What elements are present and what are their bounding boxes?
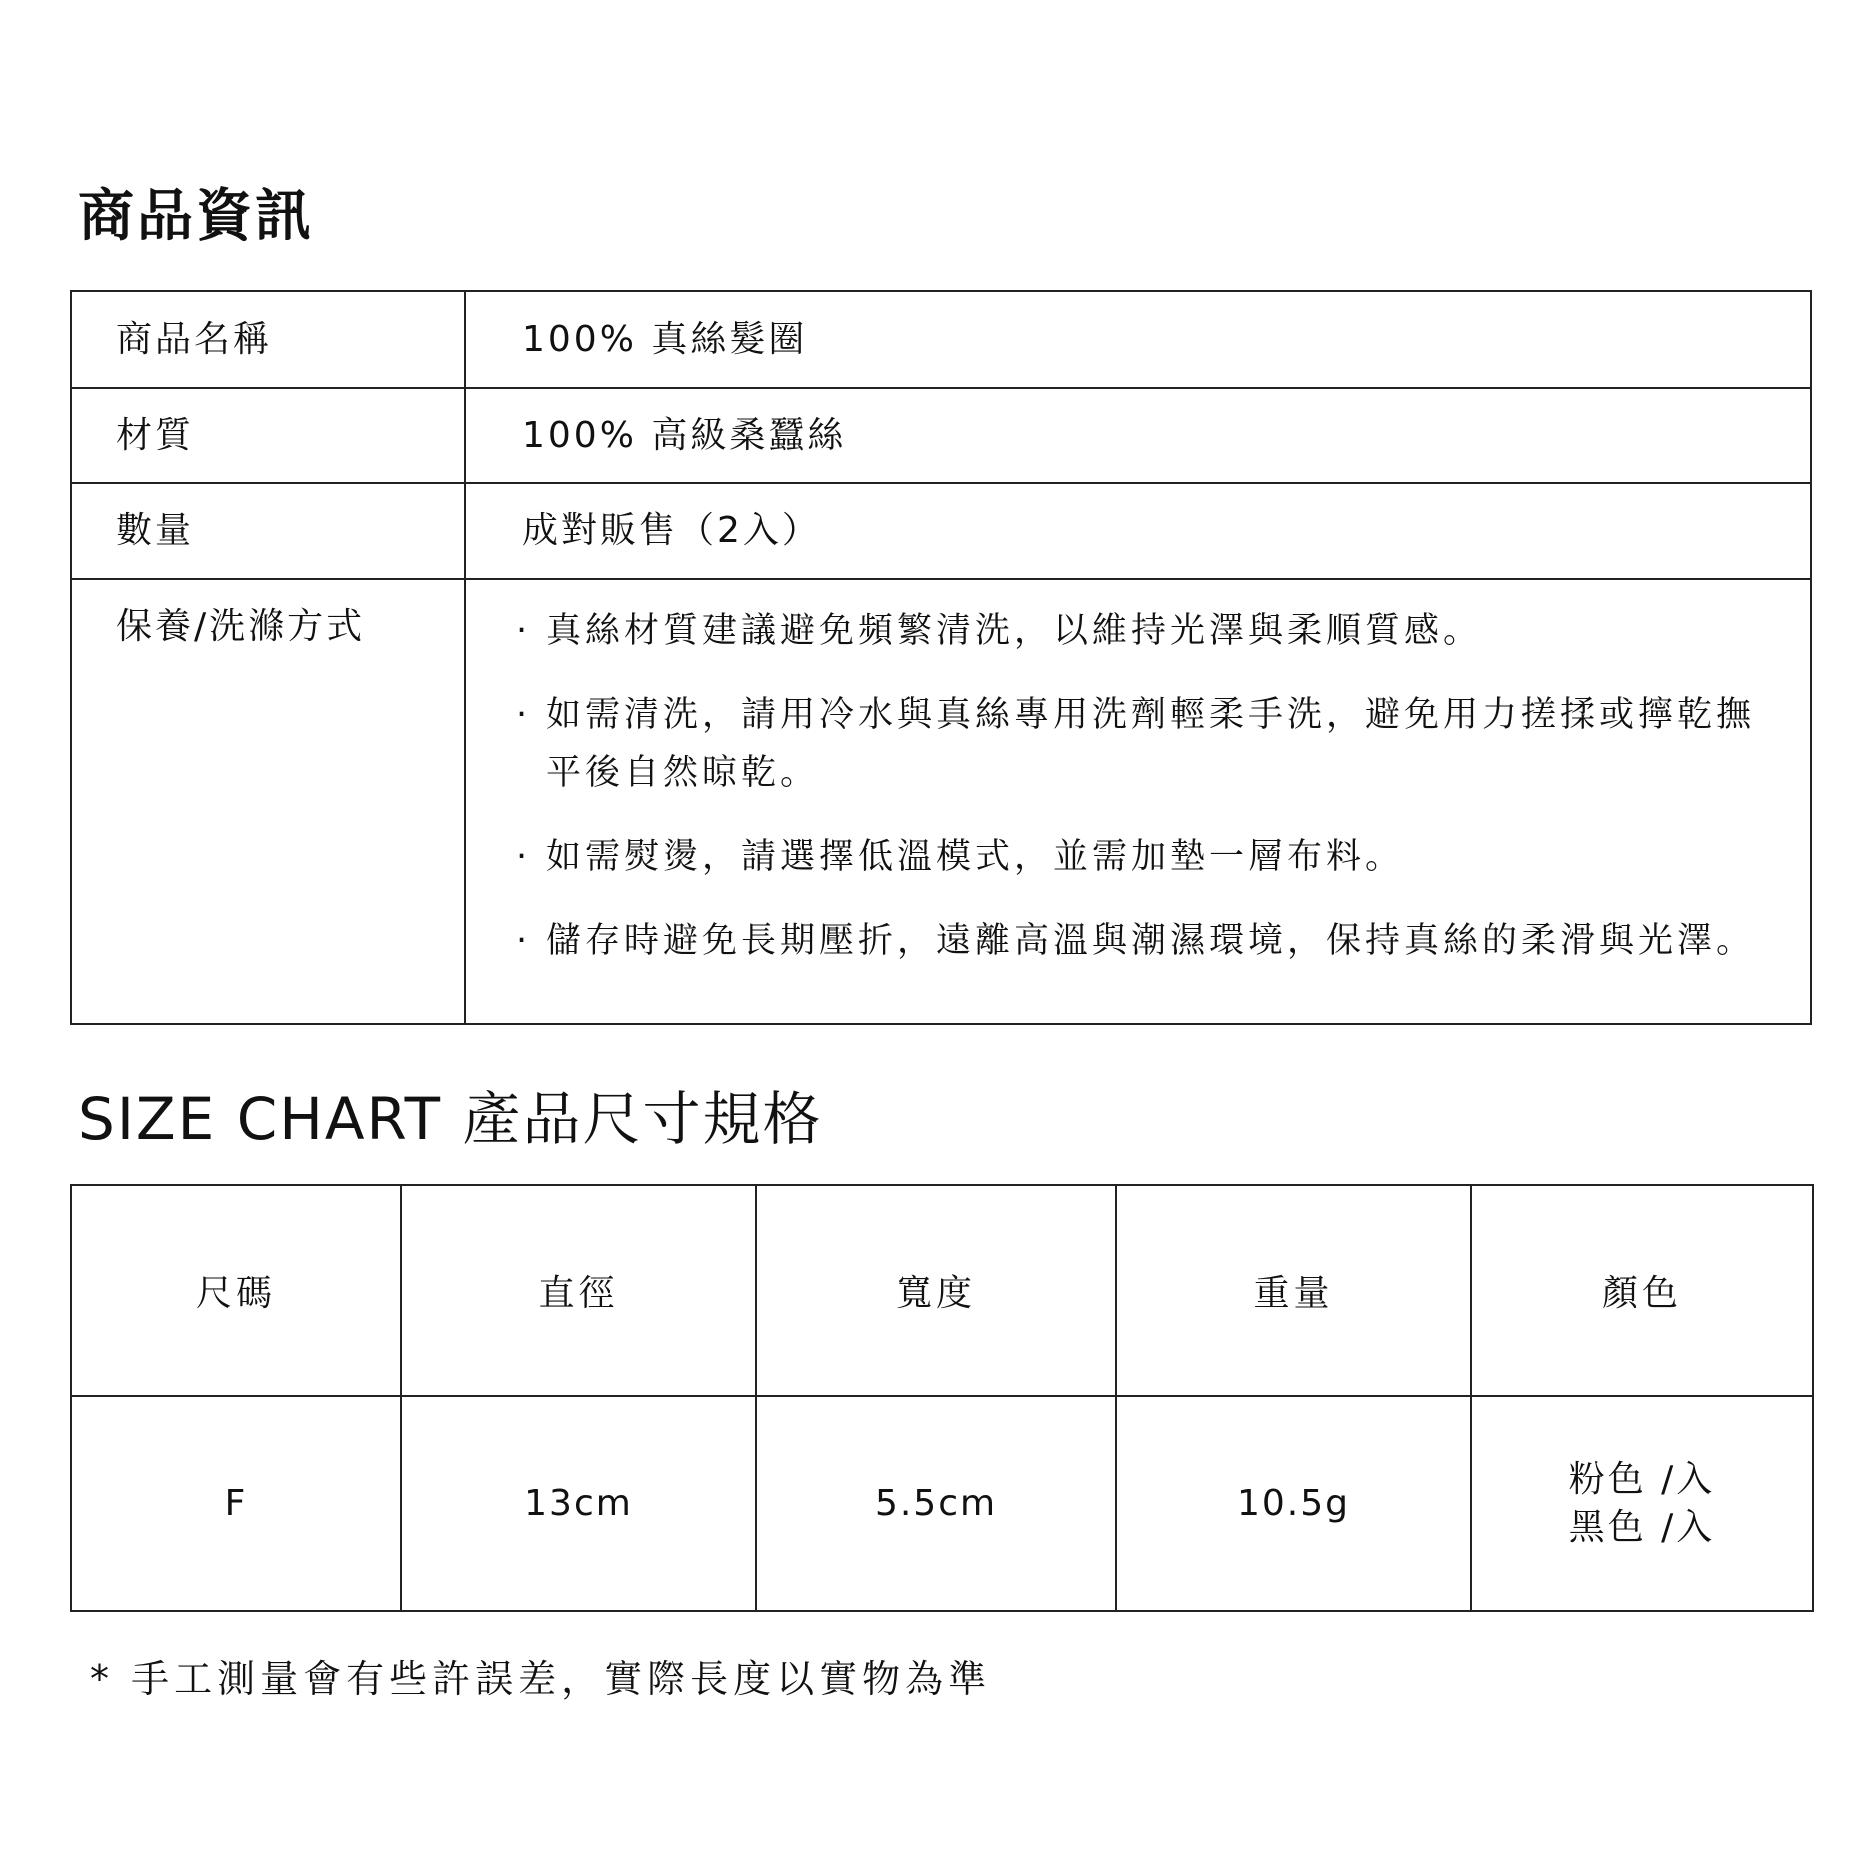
care-item-text: 如需清洗，請用冷水與真絲專用洗劑輕柔手洗，避免用力搓揉或擰乾撫平後自然晾乾。: [546, 695, 1756, 793]
size-chart-table: [70, 1184, 1814, 1612]
info-value-quantity: 成對販售（2入）: [465, 483, 1811, 579]
cell-width: 5.5cm: [756, 1396, 1116, 1611]
care-item: [516, 912, 1809, 970]
color-option: 粉色 /入: [1568, 1458, 1716, 1500]
care-list: [516, 602, 1809, 970]
bullet-dot: ·: [516, 611, 532, 651]
care-item: [516, 828, 1809, 886]
product-info-table: [70, 290, 1812, 1025]
info-row-material: [71, 388, 1811, 483]
size-data-row: [71, 1396, 1813, 1611]
cell-weight: 10.5g: [1116, 1396, 1471, 1611]
cell-diameter: 13cm: [401, 1396, 756, 1611]
info-label-care: 保養/洗滌方式: [71, 579, 465, 1024]
size-chart-title: SIZE CHART 產品尺寸規格: [78, 1085, 823, 1153]
info-row-name: [71, 291, 1811, 388]
header-width: 寬度: [756, 1185, 1116, 1396]
cell-size: F: [71, 1396, 401, 1611]
header-diameter: 直徑: [401, 1185, 756, 1396]
bullet-dot: ·: [516, 695, 532, 735]
care-item-text: 如需熨燙，請選擇低溫模式，並需加墊一層布料。: [546, 837, 1405, 877]
info-row-quantity: [71, 483, 1811, 579]
care-instructions: [465, 579, 1811, 1024]
care-item: [516, 602, 1809, 660]
info-label-quantity: 數量: [71, 483, 465, 579]
care-item: [516, 686, 1786, 802]
cell-colors: [1471, 1396, 1813, 1611]
bullet-dot: ·: [516, 921, 532, 961]
color-option: 黑色 /入: [1568, 1506, 1716, 1548]
header-size: 尺碼: [71, 1185, 401, 1396]
info-label-material: 材質: [71, 388, 465, 483]
header-weight: 重量: [1116, 1185, 1471, 1396]
info-value-material: 100% 高級桑蠶絲: [465, 388, 1811, 483]
size-header-row: [71, 1185, 1813, 1396]
care-item-text: 儲存時避免長期壓折，遠離高溫與潮濕環境，保持真絲的柔滑與光澤。: [546, 921, 1756, 961]
header-color: 顏色: [1471, 1185, 1813, 1396]
product-info-title: 商品資訊: [78, 184, 314, 249]
bullet-dot: ·: [516, 837, 532, 877]
info-row-care: [71, 579, 1811, 1024]
info-value-name: 100% 真絲髮圈: [465, 291, 1811, 388]
info-label-name: 商品名稱: [71, 291, 465, 388]
measurement-note: * 手工測量會有些許誤差，實際長度以實物為準: [90, 1657, 992, 1701]
care-item-text: 真絲材質建議避免頻繁清洗，以維持光澤與柔順質感。: [546, 611, 1483, 651]
